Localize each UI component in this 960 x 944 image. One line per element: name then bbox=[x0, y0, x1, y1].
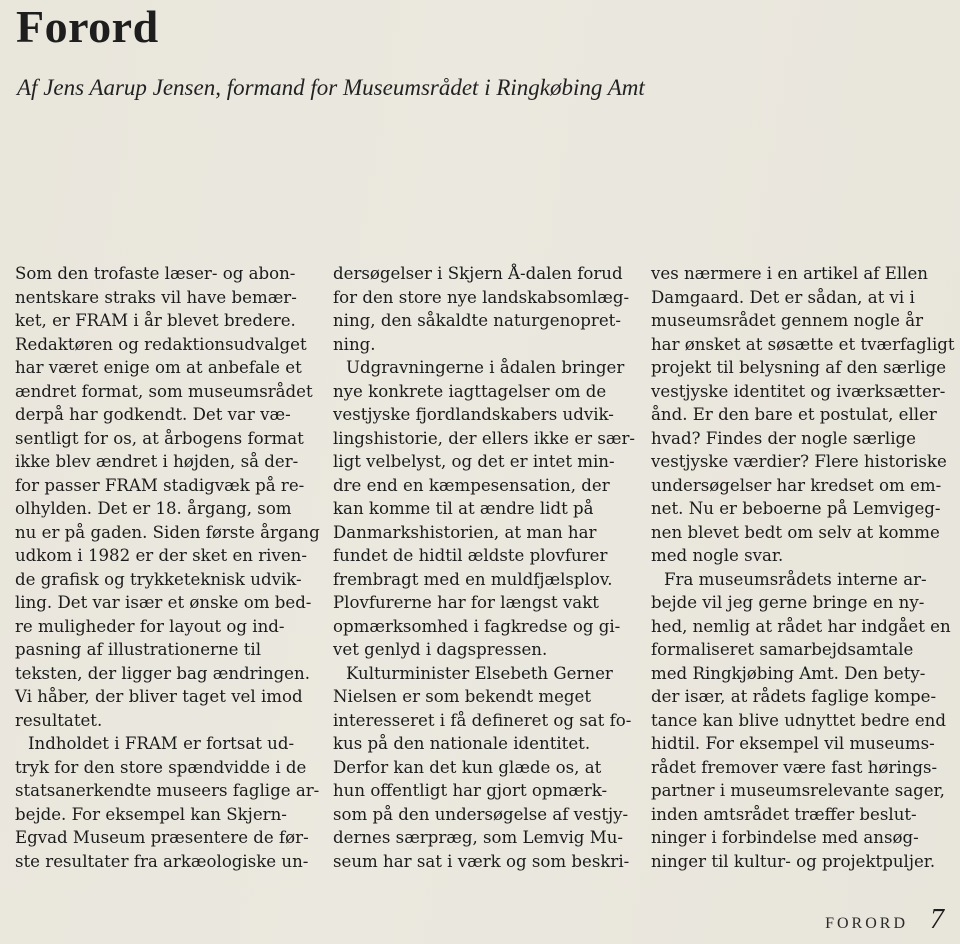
text-line: kan komme til at ændre lidt på bbox=[333, 499, 594, 518]
text-line: Indholdet i FRAM er fortsat ud- bbox=[28, 734, 295, 753]
text-line: seum har sat i værk og som beskri- bbox=[333, 851, 630, 871]
text-line: ninger i forbindelse med ansøg- bbox=[651, 828, 919, 847]
text-line: inden amtsrådet træffer beslut- bbox=[651, 804, 917, 824]
text-line: bejde. For eksempel kan Skjern- bbox=[15, 804, 287, 824]
text-line: nentskare straks vil have bemær- bbox=[15, 287, 297, 307]
text-line: projekt til belysning af den særlige bbox=[651, 358, 947, 377]
text-line: nu er på gaden. Siden første årgang bbox=[15, 522, 320, 542]
text-line: interesseret i få defineret og sat fo- bbox=[333, 710, 632, 730]
text-line: opmærksomhed i fagkredse og gi- bbox=[333, 616, 621, 636]
running-head: FORORD bbox=[825, 915, 908, 932]
text-line: dernes særpræg, som Lemvig Mu- bbox=[333, 828, 623, 847]
text-line: ning. bbox=[333, 334, 376, 354]
text-line: partner i museumsrelevante sager, bbox=[651, 781, 945, 800]
text-column-2 bbox=[333, 262, 636, 873]
text-line: Redaktøren og redaktionsudvalget bbox=[15, 334, 307, 354]
text-line: ket, er FRAM i år blevet bredere. bbox=[15, 311, 296, 330]
text-line: vestjyske værdier? Flere historiske bbox=[651, 452, 947, 471]
text-line: rådet fremover være fast hørings- bbox=[651, 757, 938, 777]
text-line: bejde vil jeg gerne bringe en ny- bbox=[651, 593, 925, 612]
text-line: derpå har godkendt. Det var væ- bbox=[15, 405, 291, 424]
text-line: ligt velbelyst, og det er intet min- bbox=[333, 452, 615, 471]
text-line: for den store nye landskabsomlæg- bbox=[333, 287, 630, 307]
text-line: Danmarkshistorien, at man har bbox=[333, 522, 597, 542]
text-line: Udgravningerne i ådalen bringer bbox=[346, 358, 625, 377]
text-line: der især, at rådets faglige kompe- bbox=[651, 687, 937, 706]
text-line: hun offentligt har gjort opmærk- bbox=[333, 781, 608, 800]
text-line: vestjyske fjordlandskabers udvik- bbox=[333, 405, 614, 424]
text-column-1 bbox=[15, 262, 320, 873]
text-line: tance kan blive udnyttet bedre end bbox=[651, 710, 946, 730]
text-line: Vi håber, der bliver taget vel imod bbox=[15, 687, 303, 706]
text-line: de grafisk og trykketeknisk udvik- bbox=[15, 569, 302, 589]
text-line: ling. Det var især et ønske om bed- bbox=[15, 593, 312, 612]
text-line: ste resultater fra arkæologiske un- bbox=[15, 851, 309, 871]
text-line: Damgaard. Det er sådan, at vi i bbox=[651, 287, 915, 307]
text-line: dersøgelser i Skjern Å-dalen forud bbox=[333, 264, 623, 283]
text-line: pasning af illustrationerne til bbox=[15, 640, 262, 659]
text-line: har ønsket at søsætte et tværfagligt bbox=[651, 334, 955, 354]
text-line: Plovfurerne har for længst vakt bbox=[333, 593, 599, 612]
text-line: resultatet. bbox=[15, 710, 103, 730]
page-number: 7 bbox=[930, 904, 944, 935]
text-line: som på den undersøgelse af vestjy- bbox=[333, 804, 629, 824]
text-line: formaliseret samarbejdsamtale bbox=[651, 640, 914, 659]
text-line: nye konkrete iagttagelser om de bbox=[333, 381, 607, 401]
text-line: olhylden. Det er 18. årgang, som bbox=[15, 499, 292, 518]
text-line: med nogle svar. bbox=[651, 546, 784, 565]
text-line: Fra museumsrådets interne ar- bbox=[664, 569, 927, 589]
page-footer bbox=[825, 904, 944, 936]
text-line: ninger til kultur- og projektpuljer. bbox=[651, 851, 936, 871]
text-line: Som den trofaste læser- og abon- bbox=[15, 264, 296, 283]
text-line: hed, nemlig at rådet har indgået en bbox=[651, 616, 951, 636]
text-line: fundet de hidtil ældste plovfurer bbox=[333, 546, 608, 565]
text-line: ves nærmere i en artikel af Ellen bbox=[651, 264, 928, 283]
text-line: har været enige om at anbefale et bbox=[15, 358, 302, 377]
text-line: dre end en kæmpesensation, der bbox=[333, 475, 610, 495]
text-line: undersøgelser har kredset om em- bbox=[651, 475, 942, 495]
text-line: ånd. Er den bare et postulat, eller bbox=[651, 405, 937, 424]
text-line: lingshistorie, der ellers ikke er sær- bbox=[333, 428, 636, 448]
text-line: statsanerkendte museers faglige ar- bbox=[15, 781, 320, 800]
text-line: ændret format, som museumsrådet bbox=[15, 381, 313, 401]
byline: Af Jens Aarup Jensen, formand for Museumsrådet i Ringkøbing Amt bbox=[17, 75, 645, 100]
text-line: net. Nu er beboerne på Lemvigeg- bbox=[651, 499, 941, 518]
text-line: Kulturminister Elsebeth Gerner bbox=[346, 663, 613, 683]
text-line: tryk for den store spændvidde i de bbox=[15, 757, 307, 777]
text-line: vestjyske identitet og iværksætter- bbox=[651, 381, 946, 401]
text-line: Derfor kan det kun glæde os, at bbox=[333, 757, 602, 777]
page-title: Forord bbox=[16, 1, 159, 52]
text-line: ikke blev ændret i højden, så der- bbox=[15, 452, 299, 471]
text-column-3 bbox=[651, 262, 955, 873]
text-line: for passer FRAM stadigvæk på re- bbox=[15, 475, 305, 495]
text-line: udkom i 1982 er der sket en riven- bbox=[15, 546, 307, 565]
text-line: museumsrådet gennem nogle år bbox=[651, 311, 924, 330]
text-line: hidtil. For eksempel vil museums- bbox=[651, 734, 935, 753]
text-line: nen blevet bedt om selv at komme bbox=[651, 522, 940, 542]
text-line: sentligt for os, at årbogens format bbox=[15, 428, 304, 448]
text-line: ning, den såkaldte naturgenopret- bbox=[333, 311, 621, 330]
text-line: hvad? Findes der nogle særlige bbox=[651, 428, 916, 448]
text-line: Nielsen er som bekendt meget bbox=[333, 687, 592, 706]
text-line: kus på den nationale identitet. bbox=[333, 734, 591, 753]
text-line: med Ringkjøbing Amt. Den bety- bbox=[651, 663, 926, 683]
text-line: frembragt med en muldfjælsplov. bbox=[333, 569, 613, 589]
text-line: Egvad Museum præsentere de før- bbox=[15, 828, 309, 847]
text-line: vet genlyd i dagspressen. bbox=[333, 640, 548, 659]
text-line: re muligheder for layout og ind- bbox=[15, 616, 285, 636]
text-line: teksten, der ligger bag ændringen. bbox=[15, 663, 310, 683]
